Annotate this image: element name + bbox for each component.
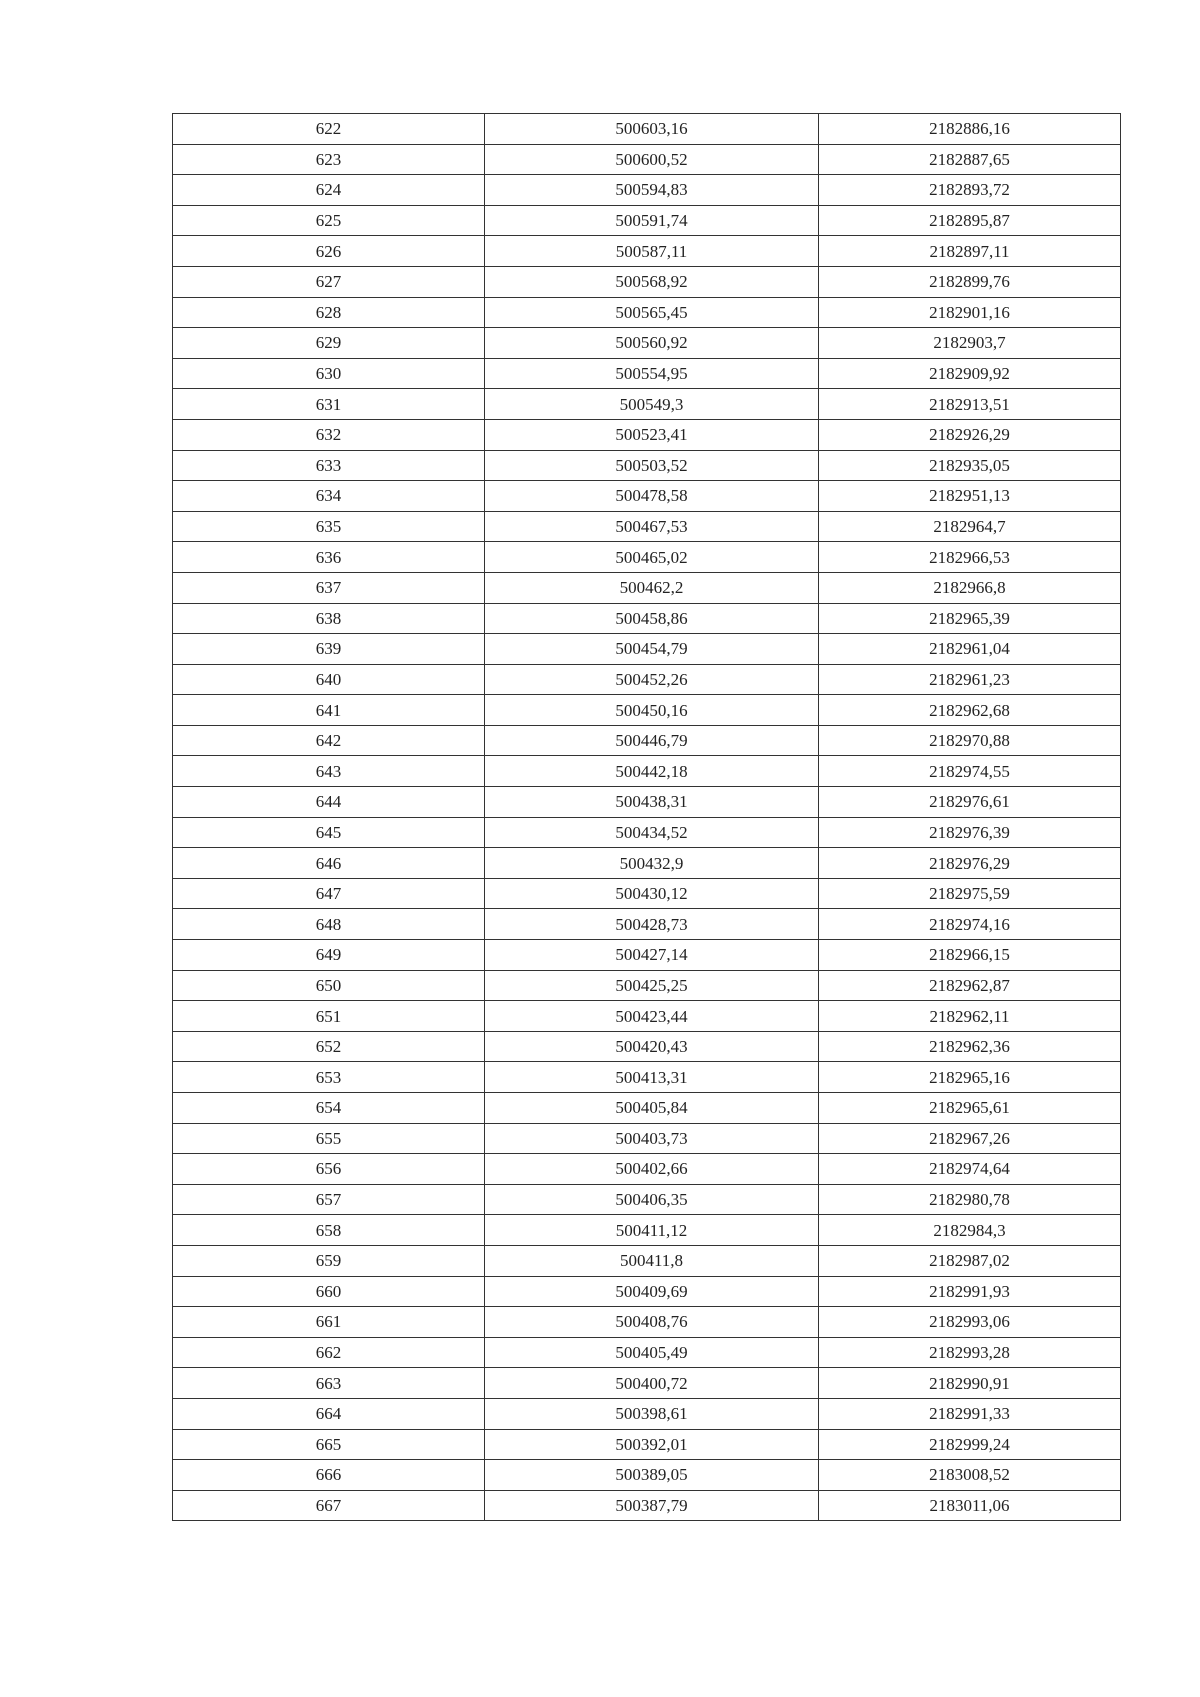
point-number-cell: 660 xyxy=(173,1276,485,1307)
point-number-cell: 663 xyxy=(173,1368,485,1399)
y-coordinate-cell: 2182991,33 xyxy=(819,1398,1121,1429)
x-coordinate-cell: 500462,2 xyxy=(485,572,819,603)
table-row xyxy=(173,205,1121,236)
x-coordinate-cell: 500450,16 xyxy=(485,695,819,726)
point-number-cell: 665 xyxy=(173,1429,485,1460)
x-coordinate-cell: 500587,11 xyxy=(485,236,819,267)
x-coordinate-cell: 500446,79 xyxy=(485,725,819,756)
y-coordinate-cell: 2182964,7 xyxy=(819,511,1121,542)
point-number-cell: 652 xyxy=(173,1031,485,1062)
x-coordinate-cell: 500411,12 xyxy=(485,1215,819,1246)
y-coordinate-cell: 2182993,28 xyxy=(819,1337,1121,1368)
point-number-cell: 630 xyxy=(173,358,485,389)
table-row xyxy=(173,787,1121,818)
table-row xyxy=(173,511,1121,542)
point-number-cell: 634 xyxy=(173,481,485,512)
table-row xyxy=(173,114,1121,145)
x-coordinate-cell: 500428,73 xyxy=(485,909,819,940)
point-number-cell: 624 xyxy=(173,175,485,206)
x-coordinate-cell: 500565,45 xyxy=(485,297,819,328)
point-number-cell: 622 xyxy=(173,114,485,145)
table-row xyxy=(173,389,1121,420)
table-row xyxy=(173,634,1121,665)
point-number-cell: 653 xyxy=(173,1062,485,1093)
point-number-cell: 662 xyxy=(173,1337,485,1368)
table-row xyxy=(173,970,1121,1001)
table-row xyxy=(173,358,1121,389)
point-number-cell: 658 xyxy=(173,1215,485,1246)
x-coordinate-cell: 500411,8 xyxy=(485,1245,819,1276)
point-number-cell: 664 xyxy=(173,1398,485,1429)
table-row xyxy=(173,1337,1121,1368)
x-coordinate-cell: 500406,35 xyxy=(485,1184,819,1215)
x-coordinate-cell: 500389,05 xyxy=(485,1460,819,1491)
table-row xyxy=(173,878,1121,909)
y-coordinate-cell: 2182976,61 xyxy=(819,787,1121,818)
point-number-cell: 651 xyxy=(173,1001,485,1032)
x-coordinate-cell: 500503,52 xyxy=(485,450,819,481)
point-number-cell: 661 xyxy=(173,1307,485,1338)
x-coordinate-cell: 500594,83 xyxy=(485,175,819,206)
point-number-cell: 628 xyxy=(173,297,485,328)
point-number-cell: 659 xyxy=(173,1245,485,1276)
y-coordinate-cell: 2182926,29 xyxy=(819,419,1121,450)
x-coordinate-cell: 500405,49 xyxy=(485,1337,819,1368)
table-row xyxy=(173,695,1121,726)
y-coordinate-cell: 2182993,06 xyxy=(819,1307,1121,1338)
point-number-cell: 657 xyxy=(173,1184,485,1215)
point-number-cell: 625 xyxy=(173,205,485,236)
y-coordinate-cell: 2182899,76 xyxy=(819,266,1121,297)
x-coordinate-cell: 500560,92 xyxy=(485,328,819,359)
x-coordinate-cell: 500591,74 xyxy=(485,205,819,236)
y-coordinate-cell: 2182999,24 xyxy=(819,1429,1121,1460)
y-coordinate-cell: 2182965,16 xyxy=(819,1062,1121,1093)
point-number-cell: 655 xyxy=(173,1123,485,1154)
y-coordinate-cell: 2182966,8 xyxy=(819,572,1121,603)
point-number-cell: 644 xyxy=(173,787,485,818)
x-coordinate-cell: 500432,9 xyxy=(485,848,819,879)
point-number-cell: 636 xyxy=(173,542,485,573)
x-coordinate-cell: 500458,86 xyxy=(485,603,819,634)
y-coordinate-cell: 2182935,05 xyxy=(819,450,1121,481)
point-number-cell: 640 xyxy=(173,664,485,695)
table-row xyxy=(173,940,1121,971)
y-coordinate-cell: 2183008,52 xyxy=(819,1460,1121,1491)
point-number-cell: 650 xyxy=(173,970,485,1001)
point-number-cell: 656 xyxy=(173,1154,485,1185)
x-coordinate-cell: 500427,14 xyxy=(485,940,819,971)
x-coordinate-cell: 500403,73 xyxy=(485,1123,819,1154)
table-row xyxy=(173,266,1121,297)
y-coordinate-cell: 2182903,7 xyxy=(819,328,1121,359)
point-number-cell: 635 xyxy=(173,511,485,542)
x-coordinate-cell: 500387,79 xyxy=(485,1490,819,1521)
x-coordinate-cell: 500568,92 xyxy=(485,266,819,297)
y-coordinate-cell: 2182987,02 xyxy=(819,1245,1121,1276)
table-row xyxy=(173,1245,1121,1276)
table-row xyxy=(173,1429,1121,1460)
table-row xyxy=(173,236,1121,267)
x-coordinate-cell: 500600,52 xyxy=(485,144,819,175)
x-coordinate-cell: 500409,69 xyxy=(485,1276,819,1307)
table-row xyxy=(173,328,1121,359)
point-number-cell: 647 xyxy=(173,878,485,909)
table-row xyxy=(173,481,1121,512)
y-coordinate-cell: 2182980,78 xyxy=(819,1184,1121,1215)
y-coordinate-cell: 2182976,29 xyxy=(819,848,1121,879)
y-coordinate-cell: 2182895,87 xyxy=(819,205,1121,236)
table-row xyxy=(173,297,1121,328)
table-row xyxy=(173,1307,1121,1338)
point-number-cell: 627 xyxy=(173,266,485,297)
table-row xyxy=(173,1062,1121,1093)
x-coordinate-cell: 500402,66 xyxy=(485,1154,819,1185)
x-coordinate-cell: 500465,02 xyxy=(485,542,819,573)
x-coordinate-cell: 500478,58 xyxy=(485,481,819,512)
point-number-cell: 654 xyxy=(173,1093,485,1124)
table-row xyxy=(173,1398,1121,1429)
x-coordinate-cell: 500454,79 xyxy=(485,634,819,665)
point-number-cell: 631 xyxy=(173,389,485,420)
table-row xyxy=(173,664,1121,695)
y-coordinate-cell: 2182962,87 xyxy=(819,970,1121,1001)
y-coordinate-cell: 2182897,11 xyxy=(819,236,1121,267)
y-coordinate-cell: 2182965,61 xyxy=(819,1093,1121,1124)
table-row xyxy=(173,1276,1121,1307)
table-row xyxy=(173,1460,1121,1491)
y-coordinate-cell: 2182893,72 xyxy=(819,175,1121,206)
point-number-cell: 637 xyxy=(173,572,485,603)
y-coordinate-cell: 2182901,16 xyxy=(819,297,1121,328)
y-coordinate-cell: 2182966,53 xyxy=(819,542,1121,573)
point-number-cell: 641 xyxy=(173,695,485,726)
point-number-cell: 649 xyxy=(173,940,485,971)
y-coordinate-cell: 2182991,93 xyxy=(819,1276,1121,1307)
y-coordinate-cell: 2182970,88 xyxy=(819,725,1121,756)
table-row xyxy=(173,1154,1121,1185)
point-number-cell: 666 xyxy=(173,1460,485,1491)
y-coordinate-cell: 2182967,26 xyxy=(819,1123,1121,1154)
x-coordinate-cell: 500603,16 xyxy=(485,114,819,145)
point-number-cell: 632 xyxy=(173,419,485,450)
x-coordinate-cell: 500405,84 xyxy=(485,1093,819,1124)
table-row xyxy=(173,144,1121,175)
table-row xyxy=(173,1490,1121,1521)
table-row xyxy=(173,848,1121,879)
table-row xyxy=(173,756,1121,787)
x-coordinate-cell: 500420,43 xyxy=(485,1031,819,1062)
y-coordinate-cell: 2182962,11 xyxy=(819,1001,1121,1032)
table-row xyxy=(173,909,1121,940)
y-coordinate-cell: 2182984,3 xyxy=(819,1215,1121,1246)
x-coordinate-cell: 500408,76 xyxy=(485,1307,819,1338)
y-coordinate-cell: 2182886,16 xyxy=(819,114,1121,145)
table-row xyxy=(173,1184,1121,1215)
y-coordinate-cell: 2182913,51 xyxy=(819,389,1121,420)
x-coordinate-cell: 500398,61 xyxy=(485,1398,819,1429)
y-coordinate-cell: 2182966,15 xyxy=(819,940,1121,971)
point-number-cell: 643 xyxy=(173,756,485,787)
x-coordinate-cell: 500467,53 xyxy=(485,511,819,542)
y-coordinate-cell: 2182974,16 xyxy=(819,909,1121,940)
table-row xyxy=(173,817,1121,848)
table-row xyxy=(173,1368,1121,1399)
x-coordinate-cell: 500438,31 xyxy=(485,787,819,818)
y-coordinate-cell: 2182990,91 xyxy=(819,1368,1121,1399)
y-coordinate-cell: 2182962,68 xyxy=(819,695,1121,726)
table-row xyxy=(173,725,1121,756)
point-number-cell: 638 xyxy=(173,603,485,634)
x-coordinate-cell: 500442,18 xyxy=(485,756,819,787)
x-coordinate-cell: 500423,44 xyxy=(485,1001,819,1032)
y-coordinate-cell: 2182976,39 xyxy=(819,817,1121,848)
x-coordinate-cell: 500413,31 xyxy=(485,1062,819,1093)
x-coordinate-cell: 500554,95 xyxy=(485,358,819,389)
table-row xyxy=(173,1001,1121,1032)
table-row xyxy=(173,603,1121,634)
y-coordinate-cell: 2182961,04 xyxy=(819,634,1121,665)
y-coordinate-cell: 2182962,36 xyxy=(819,1031,1121,1062)
y-coordinate-cell: 2182974,55 xyxy=(819,756,1121,787)
y-coordinate-cell: 2182975,59 xyxy=(819,878,1121,909)
x-coordinate-cell: 500549,3 xyxy=(485,389,819,420)
x-coordinate-cell: 500392,01 xyxy=(485,1429,819,1460)
table-row xyxy=(173,1093,1121,1124)
x-coordinate-cell: 500434,52 xyxy=(485,817,819,848)
y-coordinate-cell: 2182974,64 xyxy=(819,1154,1121,1185)
table-row xyxy=(173,175,1121,206)
table-row xyxy=(173,1123,1121,1154)
table-row xyxy=(173,1215,1121,1246)
y-coordinate-cell: 2183011,06 xyxy=(819,1490,1121,1521)
y-coordinate-cell: 2182951,13 xyxy=(819,481,1121,512)
point-number-cell: 629 xyxy=(173,328,485,359)
table-row xyxy=(173,572,1121,603)
coordinates-table-body xyxy=(173,114,1121,1521)
table-row xyxy=(173,542,1121,573)
point-number-cell: 667 xyxy=(173,1490,485,1521)
point-number-cell: 645 xyxy=(173,817,485,848)
table-row xyxy=(173,450,1121,481)
point-number-cell: 626 xyxy=(173,236,485,267)
y-coordinate-cell: 2182909,92 xyxy=(819,358,1121,389)
point-number-cell: 646 xyxy=(173,848,485,879)
coordinates-table xyxy=(172,113,1121,1521)
x-coordinate-cell: 500523,41 xyxy=(485,419,819,450)
table-row xyxy=(173,419,1121,450)
y-coordinate-cell: 2182961,23 xyxy=(819,664,1121,695)
y-coordinate-cell: 2182887,65 xyxy=(819,144,1121,175)
point-number-cell: 642 xyxy=(173,725,485,756)
y-coordinate-cell: 2182965,39 xyxy=(819,603,1121,634)
point-number-cell: 623 xyxy=(173,144,485,175)
x-coordinate-cell: 500430,12 xyxy=(485,878,819,909)
x-coordinate-cell: 500425,25 xyxy=(485,970,819,1001)
table-row xyxy=(173,1031,1121,1062)
point-number-cell: 648 xyxy=(173,909,485,940)
x-coordinate-cell: 500400,72 xyxy=(485,1368,819,1399)
point-number-cell: 633 xyxy=(173,450,485,481)
point-number-cell: 639 xyxy=(173,634,485,665)
x-coordinate-cell: 500452,26 xyxy=(485,664,819,695)
